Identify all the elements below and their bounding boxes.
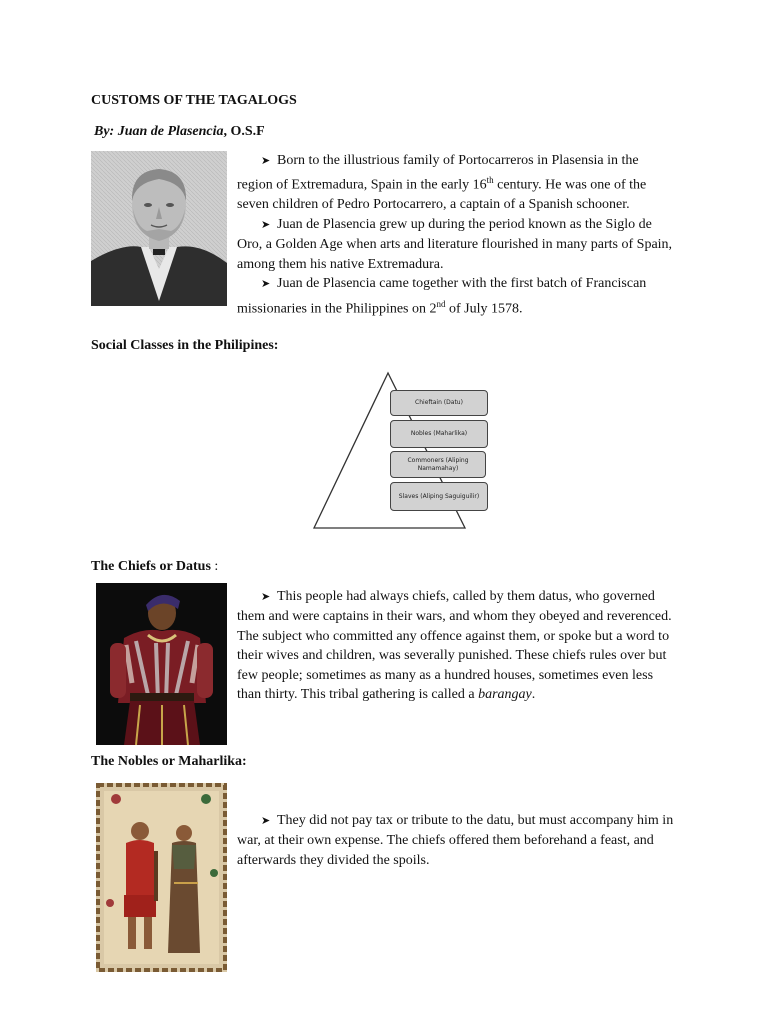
- pyramid-level-maharlika: Nobles (Maharlika): [390, 420, 488, 448]
- barangay-term: barangay: [478, 687, 532, 703]
- document-title: CUSTOMS OF THE TAGALOGS: [91, 93, 297, 108]
- arrowhead-bullet-icon: ➤: [261, 278, 271, 291]
- nobles-bullet-text: They did not pay tax or tribute to the datu, but must accompany him in war, at their own expense. The chiefs offered them beforehand a feast, and afterwards they divided the spoils.: [237, 813, 674, 868]
- arrowhead-bullet-icon: ➤: [261, 218, 271, 231]
- datu-photo: [96, 583, 227, 745]
- nobles-heading: The Nobles or Maharlika:: [91, 754, 247, 769]
- intro-bullet-3-sup: nd: [436, 298, 446, 309]
- pyramid-level-slaves: Slaves (Aliping Saguiguilir): [390, 482, 488, 511]
- boxer-codex-image: [96, 783, 227, 972]
- maharlika-illustration: [96, 783, 227, 972]
- intro-bullet-1-text: Born to the illustrious family of Portocarreros in Plasensia in the region of Extremadura, Spain in the early 16: [237, 153, 639, 194]
- chiefs-heading-suffix: :: [210, 559, 219, 574]
- pyramid-level-commoners: Commoners (Aliping Namamahay): [390, 451, 486, 478]
- author-name: By: Juan de Plasencia: [94, 124, 224, 139]
- datu-figure-image: [96, 583, 227, 745]
- chiefs-heading-text: The Chiefs or Datus: [91, 559, 211, 574]
- intro-bullet-2-text: Juan de Plasencia grew up during the period known as the Siglo de Oro, a Golden Age when arts and literature flourished in many parts of Spain, among them his native Extremadura.: [237, 216, 673, 272]
- chiefs-bullet-end: .: [531, 687, 536, 703]
- author-order: , O.S.F: [223, 124, 265, 139]
- chiefs-bullet-text: This people had always chiefs, called by them datus, who governed them and were captains in their wars, and whom they obeyed and reverenced. The subject who committed any offence against them, or spoke but a word to their wives and children, was severally punished. These chiefs rules over but few people; sometimes as many as a hundred houses, sometimes even less than thirty. This tribal gathering is called a: [237, 589, 672, 703]
- author-byline: [94, 124, 265, 140]
- arrowhead-bullet-icon: ➤: [261, 815, 271, 827]
- chiefs-heading: [91, 559, 218, 575]
- nobles-text: [237, 811, 677, 870]
- intro-bullet-2: [237, 215, 677, 274]
- intro-bullet-1: [237, 151, 677, 215]
- intro-bullet-3: [237, 274, 677, 318]
- chiefs-bullet: [237, 587, 679, 704]
- intro-bullet-3-text: Juan de Plasencia came together with the first batch of Franciscan missionaries in the Philippines on 2: [237, 276, 647, 317]
- intro-bullet-1-text-end: century. He was one of the seven children of Pedro Portocarrero, a captain of a Spanish schooner.: [237, 178, 647, 213]
- intro-bullet-1-sup: th: [486, 175, 494, 186]
- intro-bullet-3-text-end: of July 1578.: [445, 301, 523, 317]
- chiefs-text: [237, 587, 679, 704]
- arrowhead-bullet-icon: ➤: [261, 155, 271, 167]
- portrait-engraving: [91, 151, 227, 306]
- nobles-bullet: [237, 811, 677, 870]
- social-classes-heading: Social Classes in the Philipines:: [91, 338, 279, 353]
- pyramid-level-datu: Chieftain (Datu): [390, 390, 488, 416]
- intro-text: [237, 151, 677, 319]
- plasencia-portrait: [91, 151, 227, 306]
- arrowhead-bullet-icon: ➤: [261, 591, 271, 603]
